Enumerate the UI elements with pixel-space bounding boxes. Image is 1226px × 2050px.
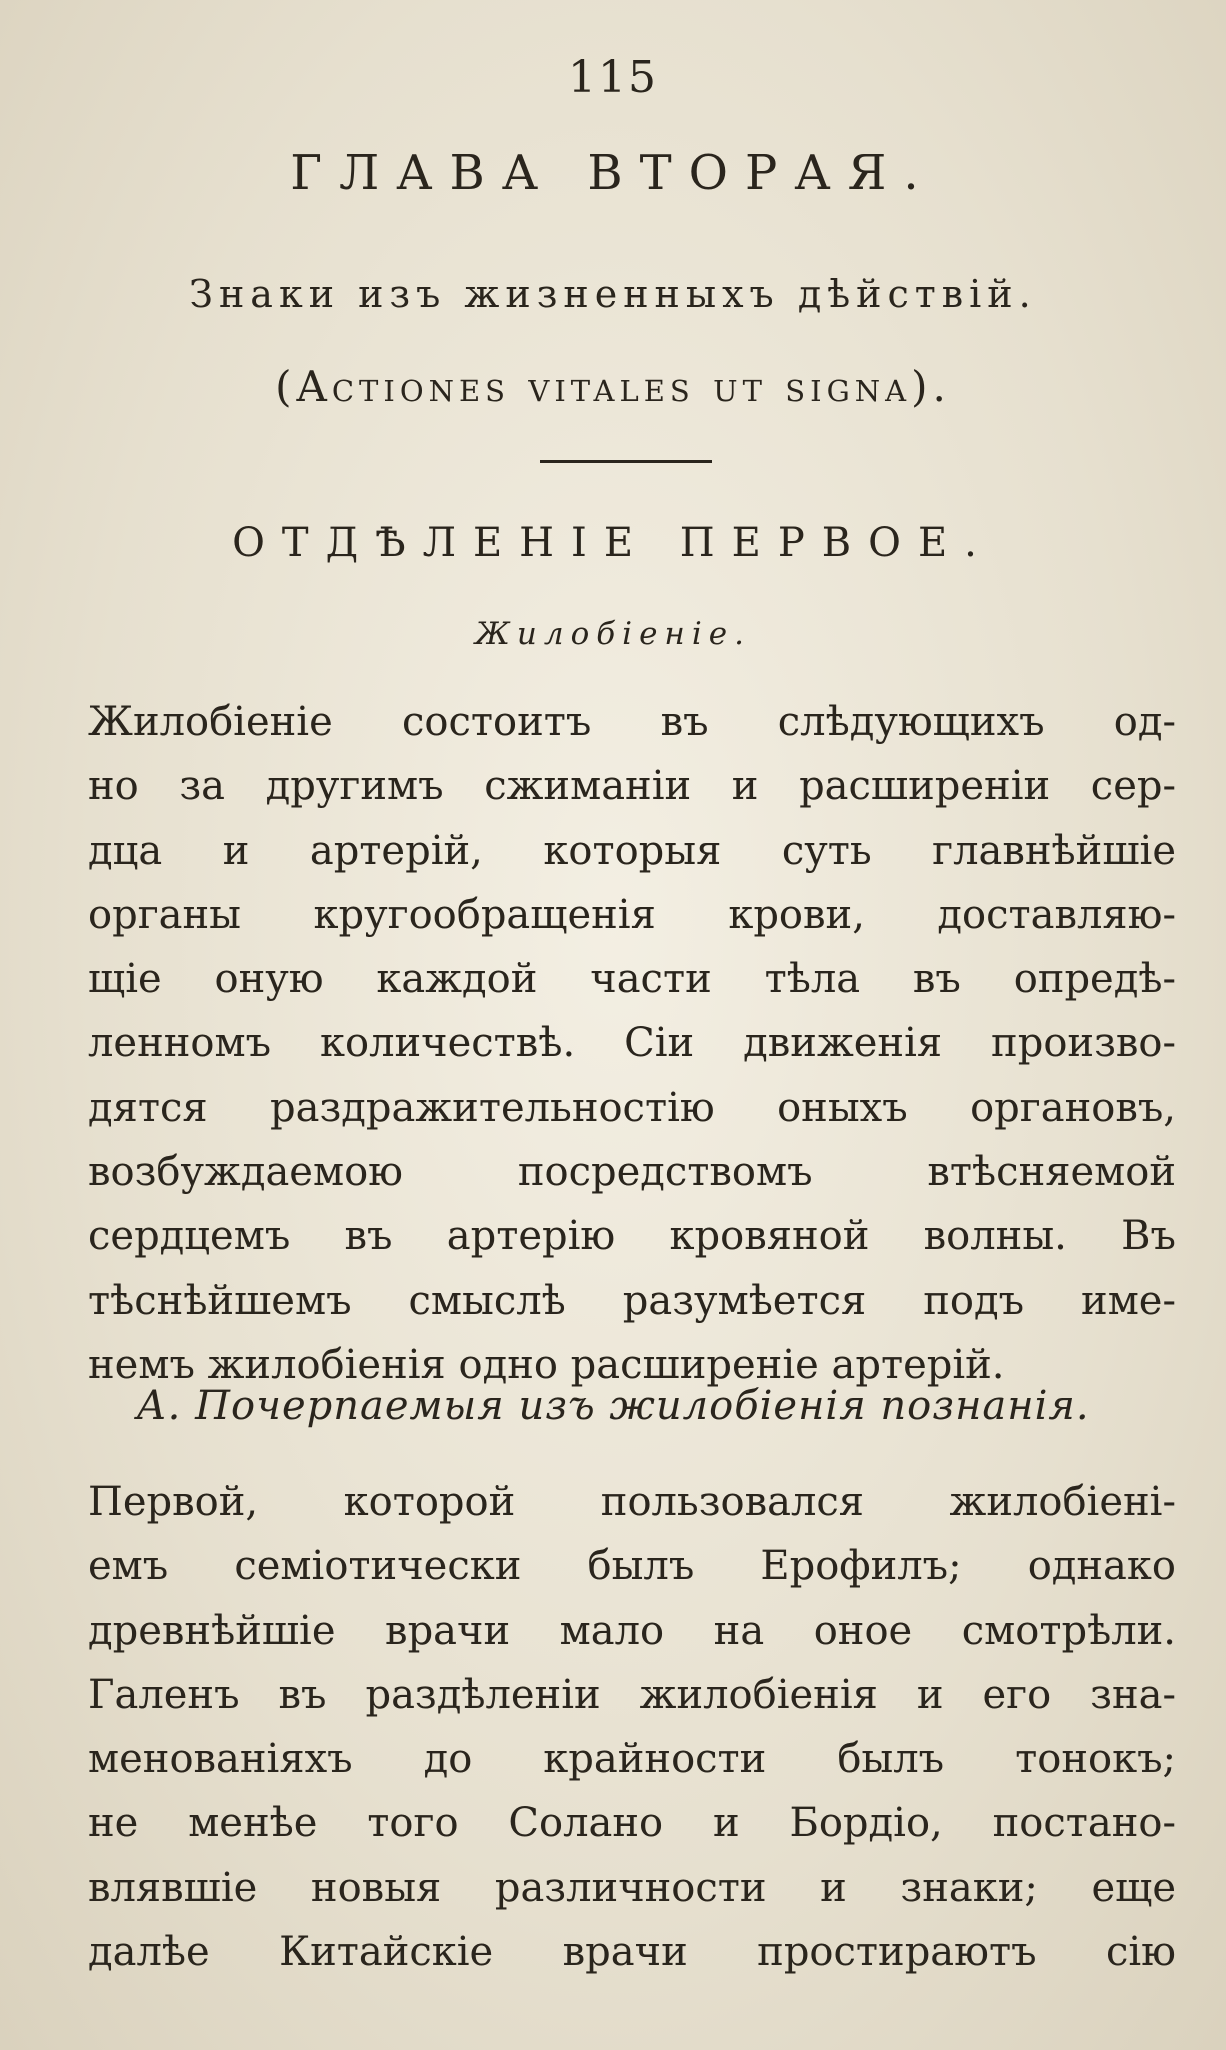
divider-rule bbox=[540, 460, 712, 463]
section-title: ОТДѢЛЕНІЕ ПЕРВОЕ. bbox=[232, 520, 994, 566]
page-number: 115 bbox=[568, 52, 658, 103]
text-line: Жилобіеніе состоитъ въ слѣдующихъ од- bbox=[88, 699, 1176, 745]
text-line: менованіяхъ до крайности былъ тонокъ; bbox=[88, 1736, 1176, 1783]
subsection-title: Жилобіеніе. bbox=[475, 616, 751, 652]
chapter-subtitle: Знаки изъ жизненныхъ дѣйствій. bbox=[189, 272, 1037, 316]
text-line: тѣснѣйшемъ смыслѣ разумѣется подъ име- bbox=[88, 1277, 1176, 1324]
text-line: немъ жилобіенія одно расширеніе артерій. bbox=[88, 1341, 1005, 1388]
text-line: органы кругообращенія крови, доставляю- bbox=[88, 891, 1176, 938]
heading-a: А. Почерпаемыя изъ жилобіенія познанія. bbox=[136, 1383, 1090, 1429]
text-line: дца и артерій, которыя суть главнѣйшіе bbox=[88, 827, 1176, 874]
text-line: Галенъ въ раздѣленіи жилобіенія и его зна- bbox=[88, 1671, 1176, 1718]
text-line: дятся раздражительностію оныхъ органовъ, bbox=[88, 1084, 1176, 1131]
text-line: далѣе Китайскіе врачи простираютъ сію bbox=[88, 1929, 1176, 1976]
text-line: ленномъ количествѣ. Сіи движенія произво- bbox=[88, 1020, 1176, 1067]
text-line: сердцемъ въ артерію кровяной волны. Въ bbox=[88, 1213, 1176, 1260]
text-line: щіе оную каждой части тѣла въ опредѣ- bbox=[88, 956, 1176, 1003]
text-line: но за другимъ сжиманіи и расширеніи сер- bbox=[88, 763, 1176, 810]
latin-subtitle: (Actiones vitales ut signa). bbox=[275, 362, 951, 411]
paragraph-2 bbox=[88, 1470, 1176, 1984]
chapter-title: ГЛАВА ВТОРАЯ. bbox=[290, 145, 936, 201]
text-line: возбуждаемою посредствомъ втѣсняемой bbox=[88, 1149, 1176, 1196]
text-line: Первой, которой пользовался жилобіені- bbox=[88, 1479, 1176, 1525]
text-line: не менѣе того Солано и Бордіо, постано- bbox=[88, 1800, 1176, 1847]
paragraph-1 bbox=[88, 690, 1176, 1397]
text-line: влявшіе новыя различности и знаки; еще bbox=[88, 1864, 1176, 1911]
text-line: емъ семіотически былъ Ерофилъ; однако bbox=[88, 1543, 1176, 1590]
text-line: древнѣйшіе врачи мало на оное смотрѣли. bbox=[88, 1607, 1176, 1654]
